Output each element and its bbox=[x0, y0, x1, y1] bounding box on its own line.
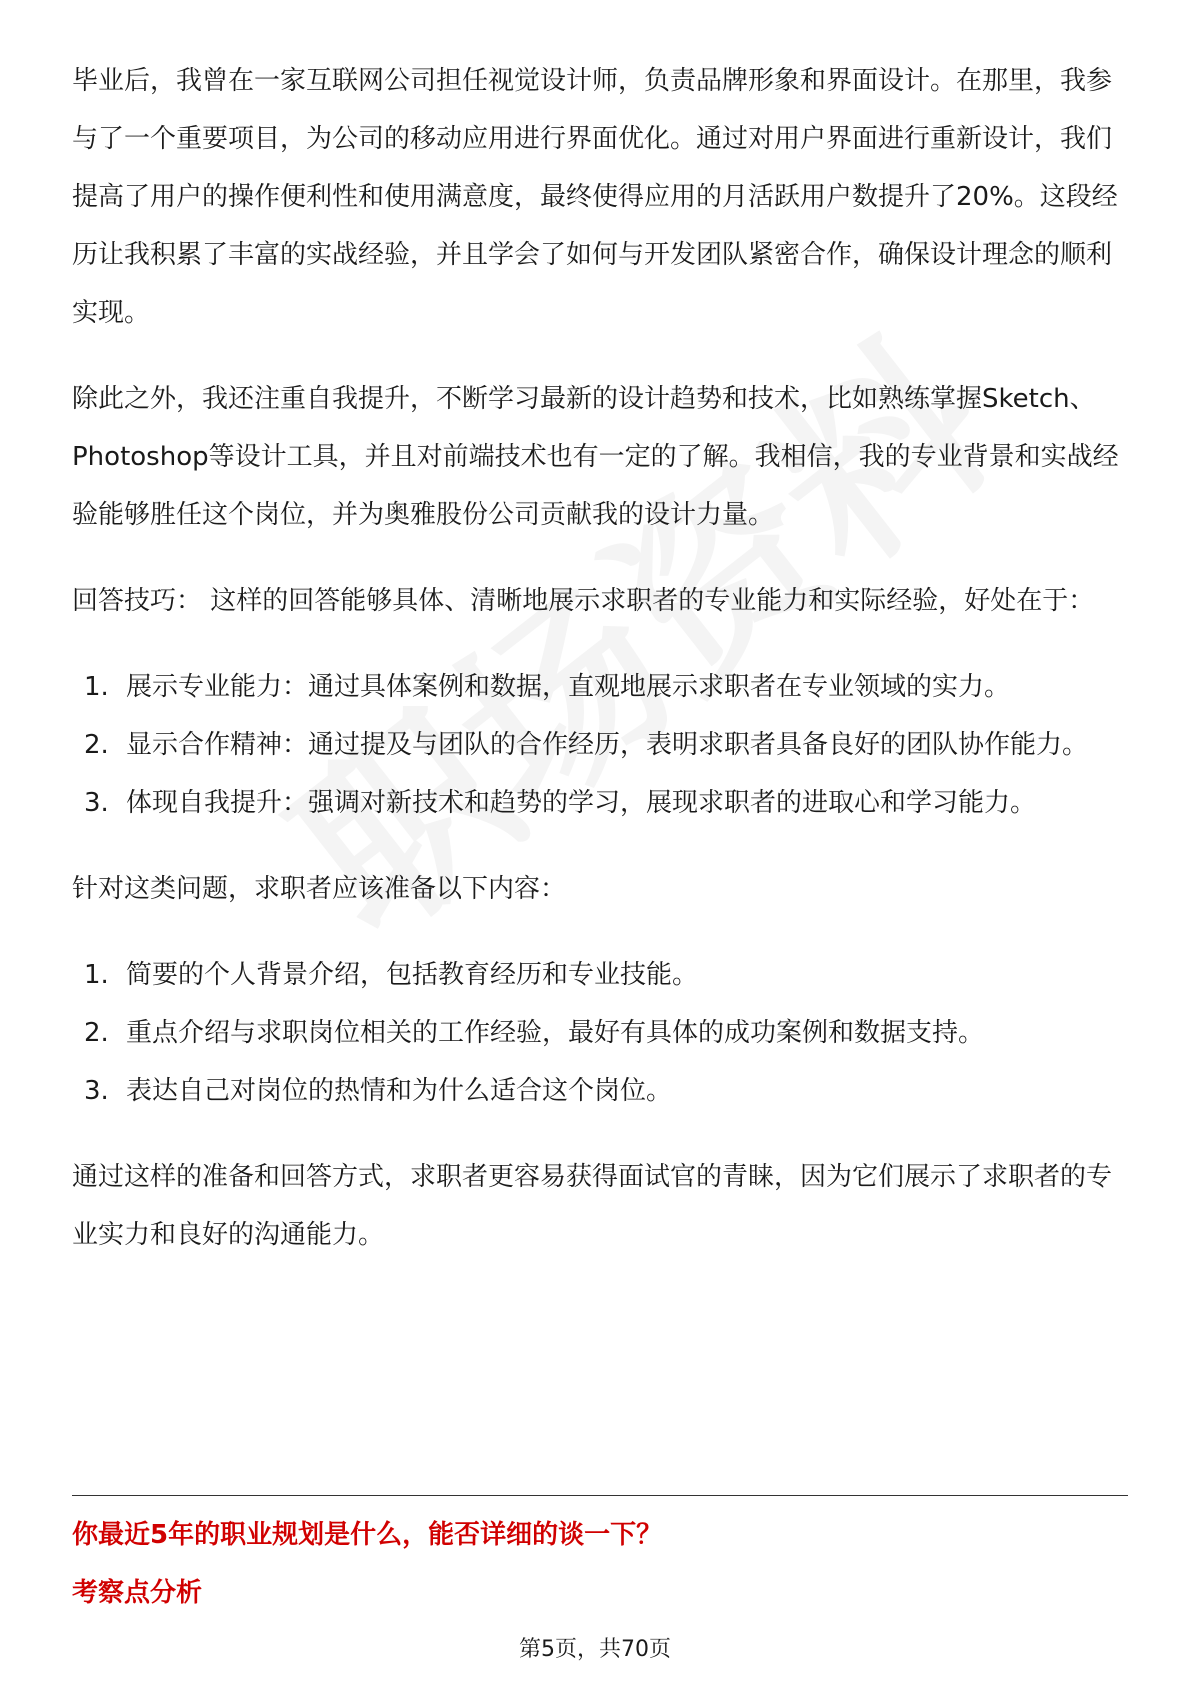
paragraph-answer-tips: 回答技巧： 这样的回答能够具体、清晰地展示求职者的专业能力和实际经验，好处在于： bbox=[72, 586, 1095, 616]
list-item bbox=[72, 658, 1128, 716]
list-item bbox=[72, 1062, 1128, 1120]
page-footer: 第5页，共70页 bbox=[519, 1637, 671, 1662]
list-item-text: 显示合作精神：通过提及与团队的合作经历，表明求职者具备良好的团队协作能力。 bbox=[126, 730, 1089, 760]
list-number: 2. bbox=[84, 1018, 109, 1048]
list-item-text: 体现自我提升：强调对新技术和趋势的学习，展现求职者的进取心和学习能力。 bbox=[126, 788, 1037, 818]
list-item-text: 展示专业能力：通过具体案例和数据，直观地展示求职者在专业领域的实力。 bbox=[126, 672, 1011, 702]
list-number: 3. bbox=[84, 788, 109, 818]
paragraph-conclusion: 通过这样的准备和回答方式，求职者更容易获得面试官的青睐，因为它们展示了求职者的专业实力和良好的沟通能力。 bbox=[72, 1162, 1113, 1250]
list-item-text: 重点介绍与求职岗位相关的工作经验，最好有具体的成功案例和数据支持。 bbox=[126, 1018, 985, 1048]
list-item-text: 表达自己对岗位的热情和为什么适合这个岗位。 bbox=[126, 1076, 673, 1106]
list-item bbox=[72, 946, 1128, 1004]
preparation-list bbox=[72, 946, 1128, 1120]
list-number: 1. bbox=[84, 960, 109, 990]
list-number: 3. bbox=[84, 1076, 109, 1106]
document-body bbox=[72, 52, 1128, 1264]
list-item bbox=[72, 774, 1128, 832]
question-heading: 你最近5年的职业规划是什么，能否详细的谈一下？ bbox=[72, 1520, 663, 1550]
paragraph-self-improvement: 除此之外，我还注重自我提升，不断学习最新的设计趋势和技术，比如熟练掌握Sketch、Photoshop等设计工具，并且对前端技术也有一定的了解。我相信，我的专业背景和实战经验能够胜任这个岗位，并为奥雅股份公司贡献我的设计力量。 bbox=[72, 384, 1119, 530]
paragraph-preparation: 针对这类问题，求职者应该准备以下内容： bbox=[72, 874, 567, 904]
list-item bbox=[72, 1004, 1128, 1062]
list-number: 2. bbox=[84, 730, 109, 760]
section-divider bbox=[72, 1495, 1128, 1496]
list-number: 1. bbox=[84, 672, 109, 702]
analysis-heading: 考察点分析 bbox=[72, 1578, 203, 1608]
list-item bbox=[72, 716, 1128, 774]
list-item-text: 简要的个人背景介绍，包括教育经历和专业技能。 bbox=[126, 960, 699, 990]
benefits-list bbox=[72, 658, 1128, 832]
paragraph-experience: 毕业后，我曾在一家互联网公司担任视觉设计师，负责品牌形象和界面设计。在那里，我参与了一个重要项目，为公司的移动应用进行界面优化。通过对用户界面进行重新设计，我们提高了用户的操作便利性和使用满意度，最终使得应用的月活跃用户数提升了20%。这段经历让我积累了丰富的实战经验，并且学会了如何与开发团队紧密合作，确保设计理念的顺利实现。 bbox=[72, 66, 1118, 328]
